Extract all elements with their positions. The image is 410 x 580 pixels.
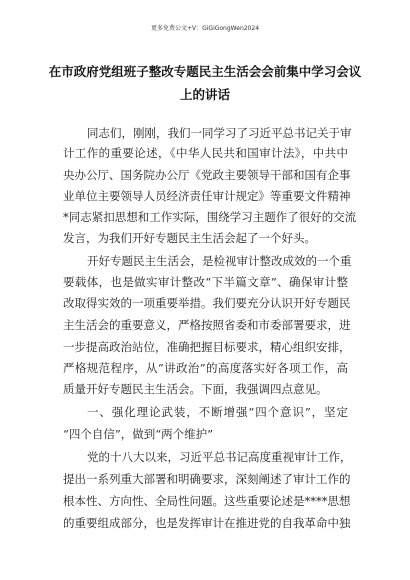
header-note: 更多免费公文+V：GiGiGongWen2024	[150, 25, 260, 32]
body-line: 要载体，也是做实审计整改“下半篇文章”、确保审计整	[63, 275, 348, 289]
body-line: “四个自信”，做到“两个维护”	[63, 427, 214, 441]
body-line: 质量开好专题民主生活会。下面，我强调四点意见。	[63, 382, 328, 396]
body-line: 党的十八大以来，习近平总书记高度重视审计工作，	[87, 450, 352, 464]
body-line: 发言，为我们开好专题民主生活会起了一个好头。	[63, 231, 316, 245]
body-line: 开好专题民主生活会，是检视审计整改成效的一个重	[87, 254, 352, 268]
body-line: 根本性、方向性、全局性问题。这些重要论述是****思想	[63, 494, 351, 508]
body-line: 严格规范程序，从“讲政治”的高度落实好各项工作，高	[63, 361, 348, 375]
body-line: 一、强化理论武装，不断增强“四个意识”，坚定	[87, 405, 348, 419]
body-line: 提出一系列重大部署和明确要求，深刻阐述了审计工作的	[63, 472, 351, 486]
body-line: 同志们，刚刚，我们一同学习了习近平总书记关于审	[87, 126, 352, 140]
body-line: 计工作的重要论述，《中华人民共和国审计法》，中共中	[63, 146, 348, 160]
body-line: *同志紧扣思想和工作实际，围绕学习主题作了很好的交流	[63, 210, 357, 224]
body-line: 央办公厅、国务院办公厅《党政主要领导干部和国有企事	[63, 168, 351, 182]
document-title-line-2: 上的讲话	[179, 87, 230, 102]
body-line: 主生活会的重要意义，严格按照省委和市委部署要求，进	[63, 318, 351, 332]
document-title-line-1: 在市政府党组班子整改专题民主生活会会前集中学习会议	[48, 64, 362, 79]
body-line: 业单位主要领导人员经济责任审计规定》等重要文件精神	[63, 189, 351, 203]
body-line: 改取得实效的一项重要举措。我们要充分认识开好专题民	[63, 296, 351, 310]
body-line: 一步提高政治站位，准确把握目标要求，精心组织安排，	[63, 340, 351, 354]
body-line: 的重要组成部分，也是发挥审计在推进党的自我革命中独	[63, 516, 351, 530]
